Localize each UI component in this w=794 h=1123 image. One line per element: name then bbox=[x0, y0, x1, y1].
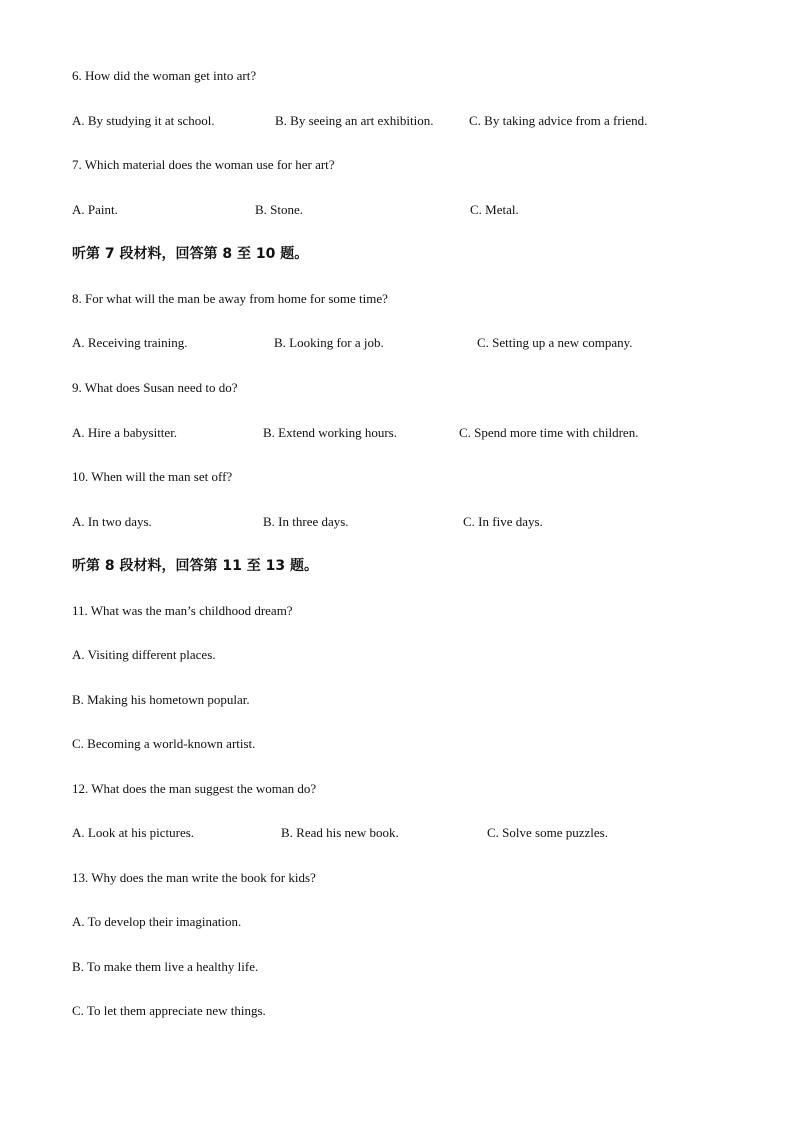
option-b: B. In three days. bbox=[263, 514, 349, 529]
question-11-option-a: A. Visiting different places. bbox=[72, 647, 216, 662]
question-12: 12. What does the man suggest the woman do? bbox=[72, 781, 317, 796]
option-b: B. Stone. bbox=[255, 202, 304, 217]
question-10: 10. When will the man set off? bbox=[72, 469, 233, 484]
question-11-option-b: B. Making his hometown popular. bbox=[72, 692, 250, 707]
question-13-option-a: A. To develop their imagination. bbox=[72, 914, 242, 929]
question-13: 13. Why does the man write the book for kids? bbox=[72, 870, 316, 885]
option-c: C. Spend more time with children. bbox=[459, 425, 639, 440]
option-a: A. In two days. bbox=[72, 514, 152, 529]
option-c: C. In five days. bbox=[463, 514, 543, 529]
option-c: C. Setting up a new company. bbox=[477, 335, 633, 350]
option-a: A. By studying it at school. bbox=[72, 113, 215, 128]
option-a: A. Paint. bbox=[72, 202, 118, 217]
section-heading-8: 听第 8 段材料，回答第 11 至 13 题。 bbox=[72, 558, 318, 574]
question-7: 7. Which material does the woman use for her art? bbox=[72, 157, 335, 172]
section-heading-7: 听第 7 段材料，回答第 8 至 10 题。 bbox=[72, 246, 309, 262]
option-b: B. By seeing an art exhibition. bbox=[275, 113, 434, 128]
option-a: A. Receiving training. bbox=[72, 335, 188, 350]
option-c: C. Solve some puzzles. bbox=[487, 825, 608, 840]
question-6: 6. How did the woman get into art? bbox=[72, 68, 257, 83]
option-c: C. Metal. bbox=[470, 202, 519, 217]
option-c: C. By taking advice from a friend. bbox=[469, 113, 648, 128]
option-b: B. Extend working hours. bbox=[263, 425, 397, 440]
question-11: 11. What was the man’s childhood dream? bbox=[72, 603, 293, 618]
question-9: 9. What does Susan need to do? bbox=[72, 380, 238, 395]
question-13-option-b: B. To make them live a healthy life. bbox=[72, 959, 259, 974]
option-b: B. Looking for a job. bbox=[274, 335, 384, 350]
option-a: A. Look at his pictures. bbox=[72, 825, 195, 840]
option-a: A. Hire a babysitter. bbox=[72, 425, 178, 440]
option-b: B. Read his new book. bbox=[281, 825, 399, 840]
question-11-option-c: C. Becoming a world-known artist. bbox=[72, 736, 256, 751]
question-8: 8. For what will the man be away from home for some time? bbox=[72, 291, 388, 306]
question-13-option-c: C. To let them appreciate new things. bbox=[72, 1003, 266, 1018]
